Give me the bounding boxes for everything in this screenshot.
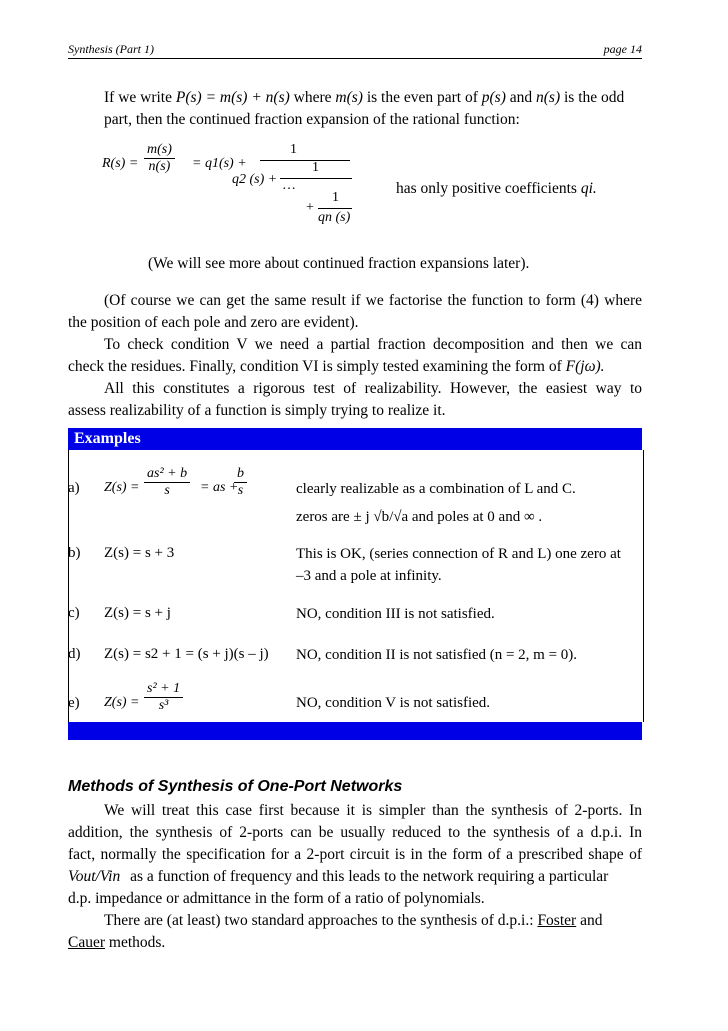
intro-text: where: [293, 89, 332, 106]
cauer-link: Cauer: [68, 934, 106, 951]
intro-text: If we write: [104, 89, 172, 106]
intro-text: is the odd: [564, 89, 625, 106]
expr-den: s³: [144, 697, 183, 714]
intro-ms: m(s): [335, 89, 363, 106]
header-title: Synthesis (Part 1): [68, 42, 154, 56]
examples-header-bar: [68, 428, 642, 450]
example-desc: This is OK, (series connection of R and L) one zero at: [296, 546, 621, 562]
examples-title: Examples: [74, 430, 141, 447]
example-expr: Z(s) = s + 3: [104, 545, 175, 561]
example-label: e): [68, 695, 80, 711]
section-line-7: [68, 932, 165, 954]
section-line-3: fact, normally the specification for a 2-port circuit is in the form of a prescribed shape of: [68, 846, 642, 863]
section-line-4-text: as a function of frequency and this leads to the network requiring a particular: [130, 868, 609, 885]
para3-a: All this constitutes a rigorous test of realizability. However, the easiest way to: [104, 380, 642, 397]
cf-lhs: R(s) =: [102, 156, 139, 171]
section-line-6-text: There are (at least) two standard approaches to the synthesis of d.p.i.:: [104, 912, 534, 929]
example-desc: NO, condition II is not satisfied (n = 2, m = 0).: [296, 647, 578, 663]
intro-text: is the even part of: [366, 89, 478, 106]
example-expr: Z(s) = s + j: [104, 605, 171, 621]
cf-num: m(s): [147, 142, 172, 157]
cf-line-3: [318, 208, 352, 209]
section-line-4: [68, 866, 642, 888]
example-desc: –3 and a pole at infinity.: [296, 568, 442, 584]
expr-den: s: [144, 482, 190, 499]
expr-frac-2: [234, 466, 247, 499]
intro-line-1: [104, 87, 642, 109]
intro-line-2: part, then the continued fraction expansion of the rational function:: [104, 111, 520, 128]
continued-fraction: [100, 140, 640, 240]
cf-qi: qi.: [580, 180, 597, 197]
page-header: [68, 40, 642, 59]
cf-q2: q2 (s) +: [232, 172, 278, 187]
para3-b: assess realizability of a function is simply trying to realize it.: [68, 402, 446, 419]
expr-frac: [144, 681, 183, 714]
example-a-expr: [104, 466, 284, 512]
foster-link: Foster: [537, 912, 577, 929]
section-line-5: d.p. impedance or admittance in the form of a ratio of polynomials.: [68, 890, 485, 907]
cf-line-1: [260, 160, 350, 161]
example-label: d): [68, 646, 81, 662]
section-line-1: We will treat this case first because it is simpler than the synthesis of 2-ports. In: [104, 802, 642, 819]
intro-text: and: [509, 89, 533, 106]
section-line-2: addition, the synthesis of 2-ports can be usually reduced to the synthesis of a d.p.i. In: [68, 824, 642, 841]
expr-mid: = as +: [200, 480, 239, 495]
para2-b: [68, 356, 605, 378]
section-title: Methods of Synthesis of One-Port Networks: [68, 778, 403, 795]
example-label: c): [68, 605, 80, 621]
para2-a: To check condition V we need a partial fraction decomposition and then we can: [104, 336, 642, 353]
expr-lhs: Z(s) =: [104, 695, 140, 710]
expr-den-2: s: [234, 482, 247, 499]
cf-dots: …: [282, 178, 296, 193]
cf-one-1: 1: [290, 142, 297, 157]
cf-qn: qn (s): [318, 210, 351, 225]
example-desc: clearly realizable as a combination of L and C.: [296, 481, 576, 497]
cf-one-2: 1: [312, 160, 319, 175]
para1-b: the position of each pole and zero are evident).: [68, 314, 359, 331]
example-expr: Z(s) = s2 + 1 = (s + j)(s – j): [104, 646, 269, 662]
cf-q1: = q1(s) +: [192, 156, 247, 171]
example-desc: NO, condition V is not satisfied.: [296, 695, 491, 711]
and-text: and: [580, 912, 603, 929]
example-desc: zeros are ± j √b/√a and poles at 0 and ∞ .: [296, 509, 543, 525]
cf-tail-text: has only positive coefficients: [396, 180, 577, 197]
example-e-expr: [104, 681, 224, 721]
section-line-7-text: methods.: [108, 934, 166, 951]
expr-lhs: Z(s) =: [104, 480, 140, 495]
section-line-6: [104, 910, 642, 932]
page-number: page 14: [603, 42, 642, 56]
intro-ps: p(s): [481, 89, 506, 106]
examples-footer-bar: [68, 722, 642, 740]
cf-plus: +: [306, 200, 314, 215]
intro-eq: P(s) = m(s) + n(s): [175, 89, 290, 106]
example-desc: NO, condition III is not satisfied.: [296, 606, 495, 622]
example-label: a): [68, 480, 80, 496]
vout-vin: Vout/Vin: [68, 868, 121, 885]
expr-num: s² + 1: [147, 681, 181, 696]
para2-fjw: F(jω).: [565, 358, 605, 375]
example-label: b): [68, 545, 81, 561]
para1-a: (Of course we can get the same result if we factorise the function to form (4) where: [104, 292, 642, 309]
expr-frac: [144, 466, 190, 499]
intro-ns: n(s): [536, 89, 561, 106]
cf-den: n(s): [144, 158, 175, 175]
expr-num: as² + b: [147, 466, 188, 481]
para2-b-text: check the residues. Finally, condition VI is simply tested examining the form of: [68, 358, 562, 375]
cf-one-3: 1: [332, 190, 339, 205]
expr-num-2: b: [237, 466, 244, 481]
cf-tail: [396, 180, 597, 198]
note: (We will see more about continued fraction expansions later).: [148, 255, 530, 272]
cf-main-frac: [144, 142, 175, 175]
